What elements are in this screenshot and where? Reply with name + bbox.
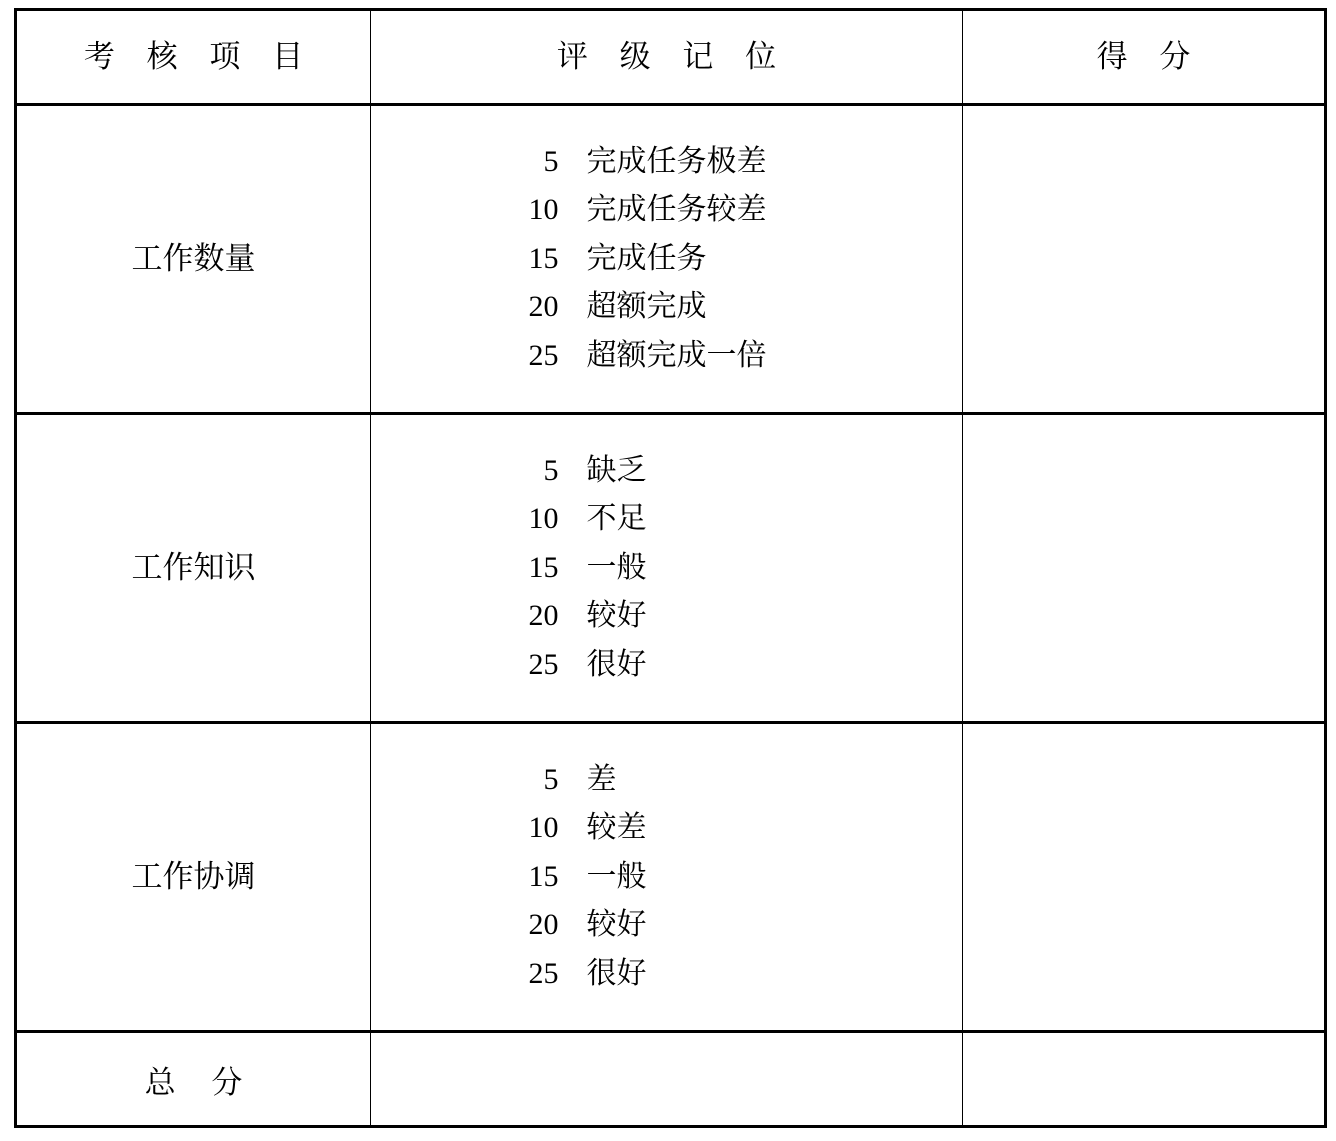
list-item	[497, 901, 837, 950]
header-label-rating: 评 级 记 位	[556, 39, 789, 75]
header-cell-score	[963, 10, 1326, 105]
scale-list	[497, 756, 837, 999]
row-item-name: 工作协调	[16, 723, 371, 1032]
list-item	[497, 950, 837, 999]
scale-label: 不足	[586, 502, 647, 536]
scale-label: 一般	[586, 550, 647, 584]
scale-label: 缺乏	[586, 453, 647, 487]
table-header-row	[16, 10, 1326, 105]
total-label: 总 分	[16, 1032, 371, 1127]
row-score-cell[interactable]	[963, 105, 1326, 414]
scale-score: 20	[528, 908, 559, 942]
header-label-item: 考 核 项 目	[83, 39, 316, 75]
row-score-cell[interactable]	[963, 723, 1326, 1032]
scale-label: 完成任务极差	[586, 144, 767, 178]
list-item	[497, 853, 837, 902]
scale-score: 20	[528, 599, 559, 633]
scale-label: 较差	[586, 811, 647, 845]
scale-label: 一般	[586, 859, 647, 893]
total-score-cell[interactable]	[963, 1032, 1326, 1127]
list-item	[497, 447, 837, 496]
list-item	[497, 283, 837, 332]
scale-label: 较好	[586, 908, 647, 942]
list-item	[497, 332, 837, 381]
scale-score: 10	[528, 502, 559, 536]
scale-score: 25	[528, 956, 559, 990]
assessment-table	[14, 8, 1327, 1128]
scale-list	[497, 138, 837, 381]
scale-label: 超额完成一倍	[586, 338, 767, 372]
scale-score: 20	[528, 290, 559, 324]
scale-score: 15	[528, 241, 559, 275]
list-item	[497, 544, 837, 593]
scale-score: 5	[543, 453, 559, 487]
row-scale-cell	[371, 105, 963, 414]
table-total-row	[16, 1032, 1326, 1127]
table-row	[16, 723, 1326, 1032]
header-cell-item	[16, 10, 371, 105]
header-label-score: 得 分	[1096, 39, 1203, 75]
list-item	[497, 495, 837, 544]
table-row	[16, 105, 1326, 414]
scale-score: 10	[528, 193, 559, 227]
list-item	[497, 756, 837, 805]
scale-score: 5	[543, 762, 559, 796]
scale-label: 很好	[586, 956, 647, 990]
scale-score: 5	[543, 144, 559, 178]
total-middle-cell	[371, 1032, 963, 1127]
row-score-cell[interactable]	[963, 414, 1326, 723]
scale-label: 超额完成	[586, 290, 707, 324]
list-item	[497, 186, 837, 235]
row-item-name: 工作知识	[16, 414, 371, 723]
scale-score: 15	[528, 550, 559, 584]
row-scale-cell	[371, 414, 963, 723]
list-item	[497, 592, 837, 641]
header-cell-rating	[371, 10, 963, 105]
scale-label: 较好	[586, 599, 647, 633]
scale-score: 15	[528, 859, 559, 893]
scale-label: 完成任务	[586, 241, 707, 275]
list-item	[497, 641, 837, 690]
row-scale-cell	[371, 723, 963, 1032]
list-item	[497, 138, 837, 187]
list-item	[497, 804, 837, 853]
scale-label: 差	[586, 762, 617, 796]
row-item-name: 工作数量	[16, 105, 371, 414]
scale-score: 10	[528, 811, 559, 845]
scale-label: 完成任务较差	[586, 193, 767, 227]
scale-list	[497, 447, 837, 690]
list-item	[497, 235, 837, 284]
scale-score: 25	[528, 338, 559, 372]
scale-label: 很好	[586, 647, 647, 681]
table-row	[16, 414, 1326, 723]
scale-score: 25	[528, 647, 559, 681]
